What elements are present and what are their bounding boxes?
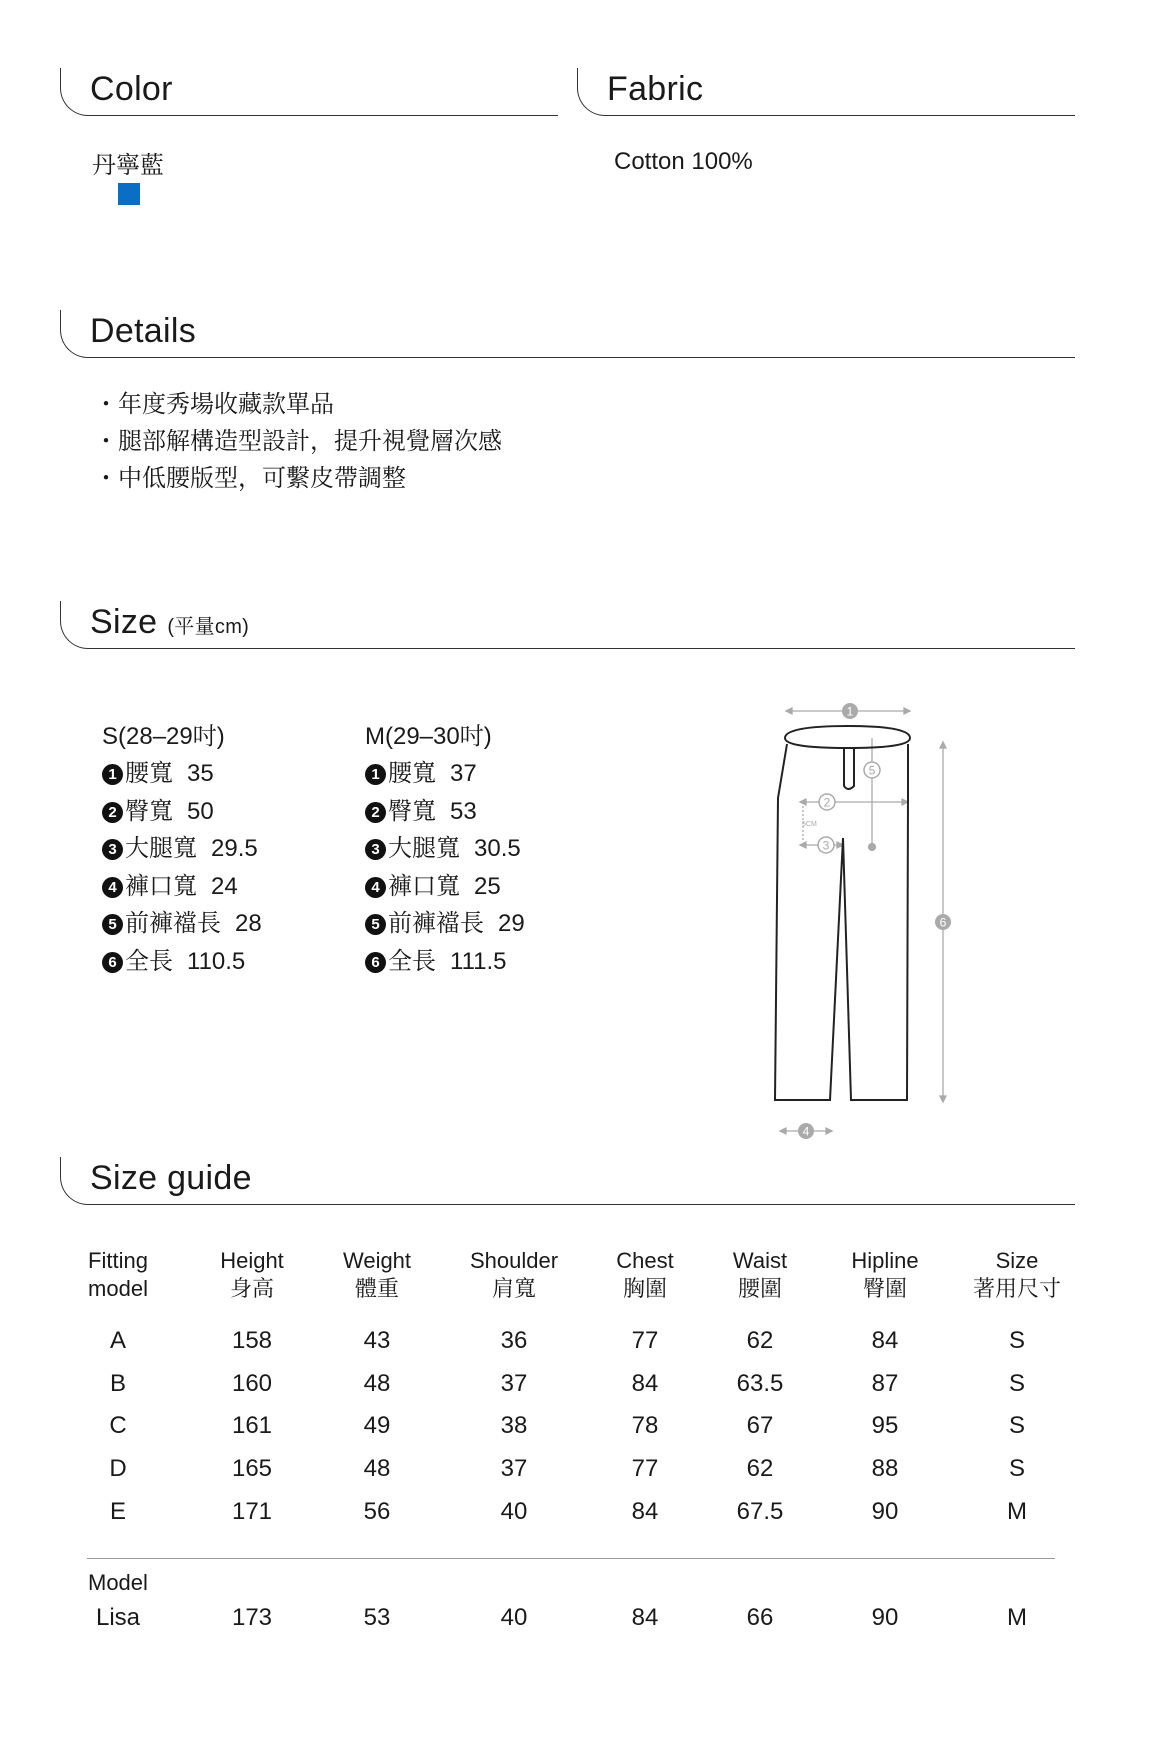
model-cell: 53 bbox=[363, 1604, 391, 1631]
measure-value: 24 bbox=[211, 872, 238, 900]
details-section-header bbox=[60, 310, 1075, 360]
table-cell: 38 bbox=[500, 1412, 528, 1439]
header-zh: 著用尺寸 bbox=[972, 1276, 1062, 1301]
size-title-text: Size bbox=[90, 603, 158, 641]
table-cell: 62 bbox=[746, 1327, 774, 1354]
table-cell: 77 bbox=[631, 1455, 659, 1482]
header-en: Weight bbox=[342, 1248, 412, 1273]
model-cell: 90 bbox=[871, 1604, 899, 1631]
model-cell: 84 bbox=[631, 1604, 659, 1631]
table-cell: 67 bbox=[746, 1412, 774, 1439]
header-zh: 臀圍 bbox=[862, 1276, 908, 1301]
model-label: Model bbox=[88, 1570, 148, 1595]
diagram-marker-5: 5 bbox=[868, 763, 876, 778]
details-list bbox=[94, 386, 502, 497]
header-fitting-model bbox=[88, 1247, 148, 1303]
table-cell: 56 bbox=[363, 1498, 391, 1525]
size-row bbox=[102, 943, 262, 981]
header-zh: 腰圍 bbox=[737, 1276, 782, 1301]
measure-label: 前褲襠長 bbox=[125, 910, 221, 937]
number-badge-icon: 2 bbox=[365, 802, 386, 823]
table-cell: 43 bbox=[363, 1327, 391, 1354]
measure-label: 褲口寬 bbox=[388, 872, 460, 900]
table-cell: 78 bbox=[631, 1412, 659, 1439]
table-cell: 48 bbox=[363, 1455, 391, 1482]
header-en: Height bbox=[220, 1248, 284, 1273]
number-badge-icon: 2 bbox=[102, 802, 123, 823]
size-m-column bbox=[365, 718, 525, 980]
header-en: Chest bbox=[616, 1248, 674, 1273]
measure-value: 30.5 bbox=[474, 835, 521, 862]
table-cell: 165 bbox=[231, 1455, 273, 1482]
measure-value: 50 bbox=[187, 797, 214, 825]
measure-label: 腰寬 bbox=[388, 760, 436, 787]
pants-outline bbox=[775, 726, 910, 1100]
size-guide-divider bbox=[87, 1558, 1055, 1559]
table-cell: S bbox=[1008, 1412, 1026, 1439]
header-chest bbox=[616, 1247, 673, 1303]
measure-value: 25 bbox=[474, 872, 501, 900]
header-zh: 體重 bbox=[354, 1276, 400, 1301]
table-cell: M bbox=[1007, 1498, 1027, 1525]
table-cell: 77 bbox=[631, 1327, 659, 1354]
measure-label: 褲口寬 bbox=[125, 872, 197, 900]
measure-value: 110.5 bbox=[187, 947, 246, 975]
measure-label: 臀寬 bbox=[125, 797, 173, 825]
header-zh: 胸圍 bbox=[622, 1276, 668, 1301]
table-cell: 88 bbox=[871, 1455, 899, 1482]
table-cell: S bbox=[1008, 1455, 1026, 1482]
number-badge-icon: 5 bbox=[365, 914, 386, 935]
size-s-column bbox=[102, 718, 262, 980]
color-section-header bbox=[60, 68, 558, 118]
model-name: Lisa bbox=[95, 1604, 141, 1631]
table-cell: S bbox=[1008, 1370, 1026, 1397]
measure-label: 前褲襠長 bbox=[388, 910, 484, 937]
header-en: Size bbox=[995, 1248, 1039, 1273]
size-section-header bbox=[60, 601, 1075, 651]
fabric-section-header bbox=[577, 68, 1075, 118]
model-cell: 40 bbox=[500, 1604, 528, 1631]
size-row bbox=[365, 755, 525, 793]
table-cell: 37 bbox=[500, 1370, 528, 1397]
size-title bbox=[90, 603, 249, 642]
header-en: Waist bbox=[732, 1248, 788, 1273]
table-cell: 161 bbox=[231, 1412, 273, 1439]
model-cell: M bbox=[1007, 1604, 1027, 1631]
model-cell: 173 bbox=[231, 1604, 273, 1631]
number-badge-icon: 4 bbox=[365, 877, 386, 898]
header-zh: model bbox=[88, 1276, 148, 1301]
size-m-header: M(29–30吋) bbox=[365, 723, 492, 750]
diagram-marker-1: 1 bbox=[846, 704, 854, 719]
table-cell: A bbox=[109, 1327, 127, 1354]
color-name: 丹寧藍 bbox=[92, 152, 164, 179]
model-cell: 66 bbox=[746, 1604, 774, 1631]
measure-value: 111.5 bbox=[450, 947, 507, 975]
table-cell: 87 bbox=[871, 1370, 899, 1397]
diagram-5cm-note: 5CM bbox=[802, 821, 817, 828]
header-waist bbox=[733, 1247, 787, 1303]
table-cell: 48 bbox=[363, 1370, 391, 1397]
table-cell: E bbox=[109, 1498, 127, 1525]
measure-value: 53 bbox=[450, 797, 477, 825]
table-cell: 63.5 bbox=[736, 1370, 784, 1397]
pants-measurement-diagram bbox=[760, 690, 980, 1150]
table-cell: 37 bbox=[500, 1455, 528, 1482]
diagram-marker-4: 4 bbox=[802, 1124, 810, 1139]
number-badge-icon: 3 bbox=[102, 839, 123, 860]
details-item: ・ 腿部解構造型設計，提升視覺層次感 bbox=[94, 423, 502, 460]
color-title: Color bbox=[90, 70, 173, 108]
measure-label: 臀寬 bbox=[388, 797, 436, 825]
table-cell: 84 bbox=[871, 1327, 899, 1354]
table-cell: 36 bbox=[500, 1327, 528, 1354]
diagram-marker-3: 3 bbox=[822, 838, 830, 853]
table-cell: 84 bbox=[631, 1498, 659, 1525]
size-row bbox=[365, 905, 525, 943]
measure-label: 全長 bbox=[388, 947, 436, 975]
header-height bbox=[220, 1247, 284, 1303]
measure-value: 35 bbox=[187, 760, 214, 787]
size-row bbox=[102, 868, 262, 906]
table-cell: 67.5 bbox=[736, 1498, 784, 1525]
measure-label: 腰寬 bbox=[125, 760, 173, 787]
details-title: Details bbox=[90, 312, 197, 350]
measure-label: 大腿寬 bbox=[388, 835, 460, 862]
size-row bbox=[102, 755, 262, 793]
size-s-header: S(28–29吋) bbox=[102, 723, 225, 750]
diagram-marker-2: 2 bbox=[823, 795, 831, 810]
size-row bbox=[365, 943, 525, 981]
measure-label: 全長 bbox=[125, 947, 173, 975]
header-en: Shoulder bbox=[469, 1248, 559, 1273]
header-hipline bbox=[851, 1247, 918, 1303]
measure-value: 37 bbox=[450, 760, 477, 787]
color-swatch bbox=[118, 183, 140, 205]
table-cell: 40 bbox=[500, 1498, 528, 1525]
number-badge-icon: 1 bbox=[102, 764, 123, 785]
number-badge-icon: 1 bbox=[365, 764, 386, 785]
size-unit-note: (平量cm) bbox=[167, 616, 250, 638]
table-cell: 158 bbox=[231, 1327, 273, 1354]
size-row bbox=[365, 830, 525, 868]
diagram-marker-6: 6 bbox=[939, 915, 947, 930]
measure-value: 29.5 bbox=[211, 835, 258, 862]
number-badge-icon: 4 bbox=[102, 877, 123, 898]
header-shoulder bbox=[470, 1247, 558, 1303]
number-badge-icon: 6 bbox=[365, 952, 386, 973]
number-badge-icon: 5 bbox=[102, 914, 123, 935]
details-item: ・ 中低腰版型，可繫皮帶調整 bbox=[94, 460, 502, 497]
measure-value: 28 bbox=[235, 910, 262, 937]
size-row bbox=[102, 830, 262, 868]
table-cell: 84 bbox=[631, 1370, 659, 1397]
fabric-text: Cotton 100% bbox=[614, 148, 753, 175]
details-item: ・ 年度秀場收藏款單品 bbox=[94, 386, 502, 423]
size-row bbox=[365, 868, 525, 906]
table-cell: 62 bbox=[746, 1455, 774, 1482]
header-zh: 肩寬 bbox=[491, 1276, 537, 1301]
size-row bbox=[102, 793, 262, 831]
table-cell: 95 bbox=[871, 1412, 899, 1439]
table-cell: B bbox=[109, 1370, 127, 1397]
size-guide-section-header bbox=[60, 1157, 1075, 1207]
number-badge-icon: 6 bbox=[102, 952, 123, 973]
size-row bbox=[365, 793, 525, 831]
size-guide-title: Size guide bbox=[90, 1159, 252, 1197]
measure-label: 大腿寬 bbox=[125, 835, 197, 862]
header-weight bbox=[343, 1247, 411, 1303]
header-size bbox=[973, 1247, 1061, 1303]
table-cell: 171 bbox=[231, 1498, 273, 1525]
header-zh: 身高 bbox=[229, 1276, 274, 1301]
table-cell: C bbox=[109, 1412, 127, 1439]
header-en: Fitting bbox=[88, 1248, 148, 1273]
table-cell: 160 bbox=[231, 1370, 273, 1397]
measure-value: 29 bbox=[498, 910, 525, 937]
table-cell: 49 bbox=[363, 1412, 391, 1439]
size-row bbox=[102, 905, 262, 943]
table-cell: 90 bbox=[871, 1498, 899, 1525]
table-cell: D bbox=[109, 1455, 127, 1482]
table-cell: S bbox=[1008, 1327, 1026, 1354]
fabric-title: Fabric bbox=[607, 70, 704, 108]
header-en: Hipline bbox=[851, 1248, 919, 1273]
number-badge-icon: 3 bbox=[365, 839, 386, 860]
